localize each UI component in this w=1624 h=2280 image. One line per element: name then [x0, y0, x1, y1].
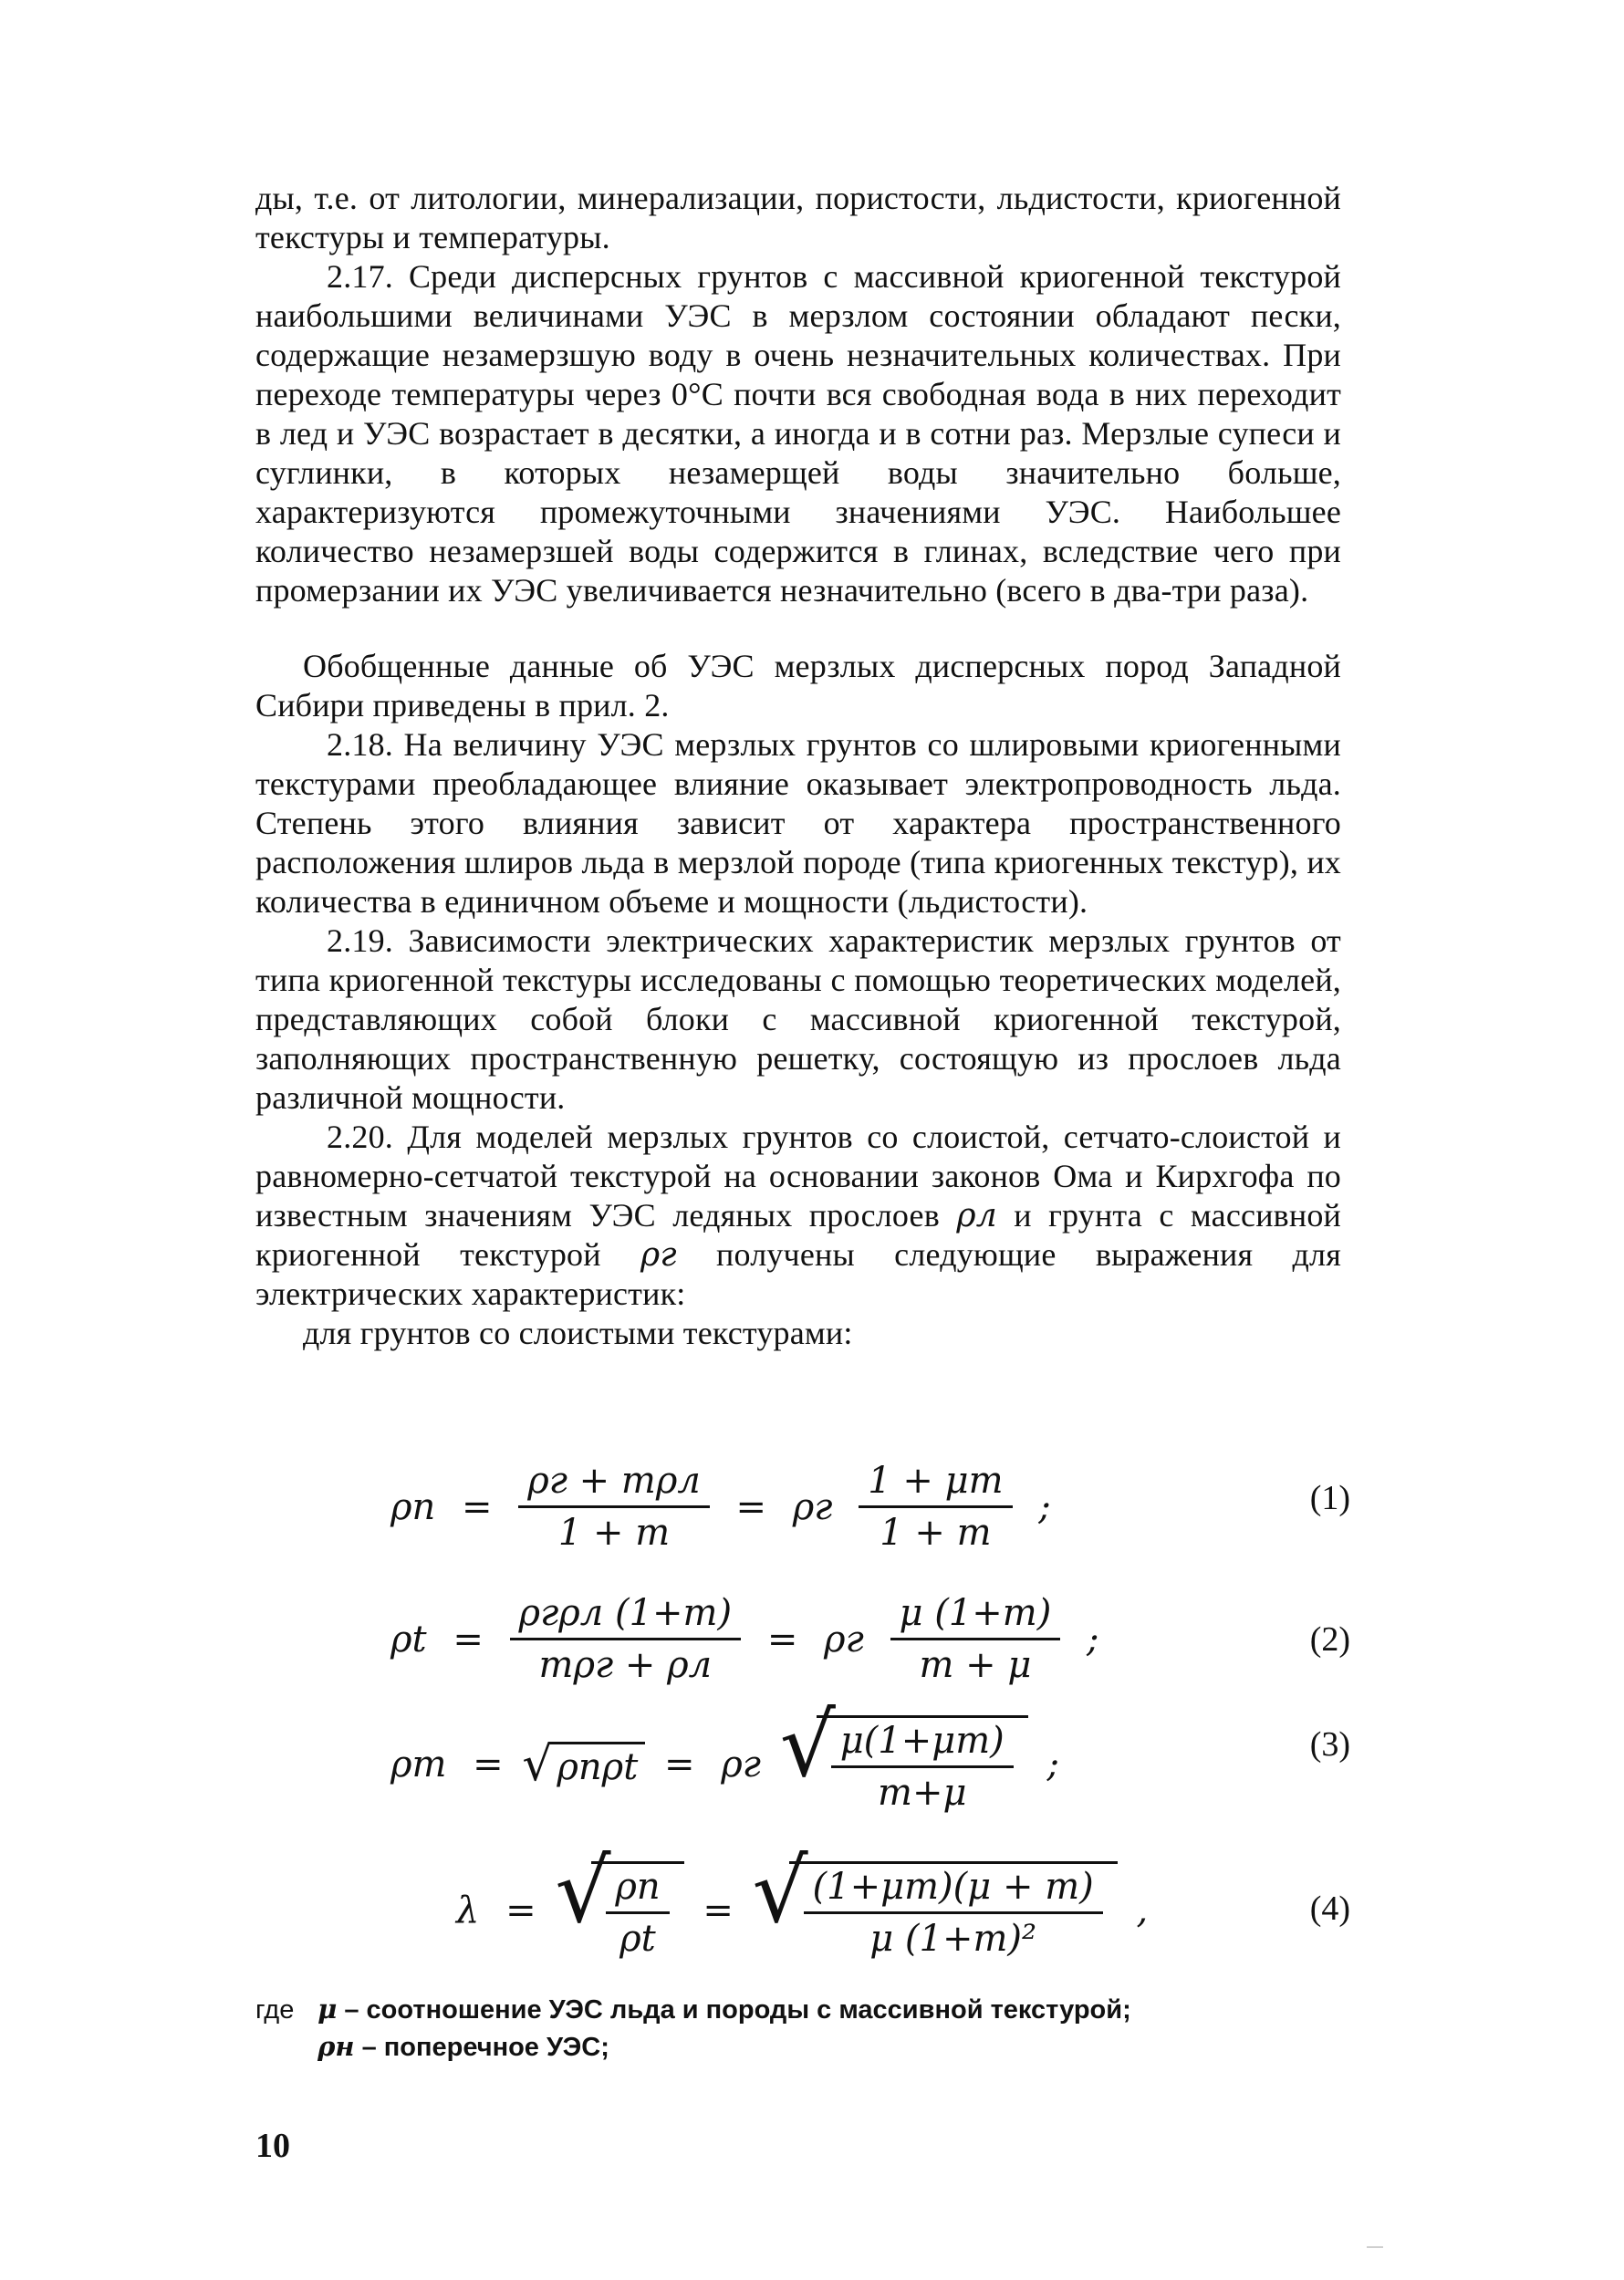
eq4-frac1-denominator: ρt	[619, 1918, 656, 1960]
rho-ice-symbol: ρл	[956, 1197, 997, 1234]
definition-mu	[255, 1991, 1341, 2028]
eq4-fraction-2	[804, 1866, 1103, 1960]
eq2-frac2-denominator: m + μ	[919, 1644, 1032, 1686]
where-label: где	[255, 1995, 295, 2025]
eq4-root-2	[789, 1861, 1118, 1960]
eq1-fraction-2	[859, 1460, 1012, 1554]
eq2-tail: ;	[1087, 1618, 1099, 1661]
paragraph-2-17: 2.17. Среди дисперсных грунтов с массивной криогенной текстурой наибольшими величинами УЭС в мерзлом состоянии обладают пески, содержащие незамерзшую воду в очень незначительных количествах. При переходе температуры через 0°С почти вся свободная вода в них переходит в лед и УЭС возрастает в десятки, а иногда и в сотни раз. Мерзлые супеси и суглинки, в которых незамерщей воды значительно больше, характеризуются промежуточными значениями УЭС. Наибольшее количество незамерзшей воды содержится в глинах, вследствие чего при промерзании их УЭС увеличивается незначительно (всего в два-три раза).	[255, 258, 1341, 609]
eq4-number: (4)	[1309, 1890, 1350, 1928]
definitions-block	[255, 1991, 1341, 2066]
rho-n-symbol: ρн	[318, 2031, 355, 2062]
eq3-mid: ρг	[721, 1744, 761, 1785]
eq1-frac1-numerator: ρг + mρл	[518, 1460, 710, 1508]
eq2-mid: ρг	[824, 1618, 864, 1661]
paragraph-2-20-part-a: 2.20. Для моделей мерзлых грунтов со слоистой, сетчато-слоистой и равномерно-сетчатой текстурой на основании законов Ома и Кирхгофа по известным значениям УЭС ледяных прослоев	[255, 1119, 1341, 1234]
eq2-frac1-denominator: mρг + ρл	[538, 1644, 713, 1686]
equation-1	[383, 1460, 1350, 1554]
rho-n-definition: – поперечное УЭС;	[361, 2033, 609, 2062]
eq1-frac2-numerator: 1 + μm	[859, 1460, 1012, 1508]
eq4-tail: ,	[1136, 1890, 1149, 1931]
paragraph-continuation: ды, т.е. от литологии, минерализации, пористости, льдистости, криогенной текстуры и температуры.	[255, 180, 1341, 255]
definition-rho-n	[255, 2028, 1341, 2066]
eq2-lhs: ρt	[390, 1618, 427, 1661]
page-number: 10	[255, 2127, 290, 2165]
rho-ground-symbol: ρг	[640, 1236, 677, 1274]
scan-mark	[1367, 2246, 1383, 2248]
eq4-lhs: λ	[456, 1890, 480, 1931]
eq1-number: (1)	[1309, 1479, 1350, 1517]
eq3-number: (3)	[1309, 1725, 1350, 1764]
eq3-tail: ;	[1046, 1744, 1059, 1785]
paragraph-2-18: 2.18. На величину УЭС мерзлых грунтов со шлировыми криогенными текстурами преобладающее влияние оказывает электропроводность льда. Степень этого влияния зависит от характера пространственного расположения шлиров льда в мерзлой породе (типа криогенных текстур), их количества в единичном объеме и мощности (льдистости).	[255, 726, 1341, 920]
eq3-lhs: ρm	[390, 1744, 447, 1785]
eq2-equals-1: =	[453, 1618, 484, 1661]
eq3-equals-2: =	[664, 1744, 695, 1785]
equation-3	[383, 1715, 1350, 1814]
equation-2	[383, 1592, 1350, 1686]
eq2-number: (2)	[1309, 1620, 1350, 1659]
eq2-fraction-2	[890, 1592, 1061, 1686]
eq4-fraction-1	[606, 1866, 669, 1960]
paragraph-2-19: 2.19. Зависимости электрических характеристик мерзлых грунтов от типа криогенной текстуры исследованы с помощью теоретических моделей, представляющих собой блоки с массивной криогенной текстурой, заполняющих пространственную решетку, состоящую из прослоев льда различной мощности.	[255, 922, 1341, 1116]
eq3-fraction	[831, 1720, 1014, 1814]
eq1-equals-2: =	[735, 1485, 767, 1528]
eq3-frac-denominator: m+μ	[878, 1772, 967, 1814]
eq1-frac1-denominator: 1 + m	[557, 1512, 671, 1554]
eq1-equals-1: =	[462, 1485, 493, 1528]
eq1-lhs: ρn	[390, 1485, 436, 1528]
eq2-equals-2: =	[766, 1618, 798, 1661]
eq4-frac2-numerator: √ (1+μm)(μ + m)	[804, 1866, 1103, 1914]
eq3-root-1-content: ρnρt	[557, 1745, 639, 1788]
eq3-frac-numerator: √ μ(1+μm)	[831, 1720, 1014, 1768]
paragraph-layered-intro: для грунтов со слоистыми текстурами:	[303, 1315, 853, 1351]
eq1-fraction-1	[518, 1460, 710, 1554]
eq3-root-2	[817, 1715, 1028, 1814]
paragraph-2-20	[255, 1118, 1341, 1314]
eq4-root-1	[591, 1861, 683, 1960]
paragraph-2-20-part-c: получены следующие выражения для электрических характеристик:	[255, 1236, 1341, 1312]
paragraph-summary: Обобщенные данные об УЭС мерзлых дисперсных пород Западной Сибири приведены в прил. 2.	[255, 648, 1341, 724]
equation-4	[383, 1861, 1350, 1960]
eq1-frac2-denominator: 1 + m	[880, 1512, 992, 1554]
eq2-frac2-numerator: μ (1+m)	[890, 1592, 1061, 1640]
eq4-frac2-denominator: μ (1+m)²	[869, 1918, 1037, 1960]
eq1-mid: ρг	[792, 1485, 833, 1528]
eq4-frac1-numerator: √ ρn	[606, 1866, 669, 1914]
eq2-frac1-numerator: ρгρл (1+m)	[510, 1592, 742, 1640]
eq1-tail: ;	[1038, 1485, 1051, 1528]
paragraph-2-20-part-b: и грунта с массивной криогенной текстурой	[255, 1197, 1341, 1273]
eq4-equals-2: =	[703, 1890, 734, 1931]
eq4-equals-1: =	[505, 1890, 536, 1931]
body-text-upper	[255, 179, 1341, 1353]
eq3-equals-1: =	[473, 1744, 504, 1785]
mu-definition: – соотношение УЭС льда и породы с массивной текстурой;	[344, 1995, 1131, 2025]
eq2-fraction-1	[510, 1592, 742, 1686]
eq3-root-1	[549, 1742, 645, 1788]
mu-symbol: μ	[318, 1994, 338, 2025]
